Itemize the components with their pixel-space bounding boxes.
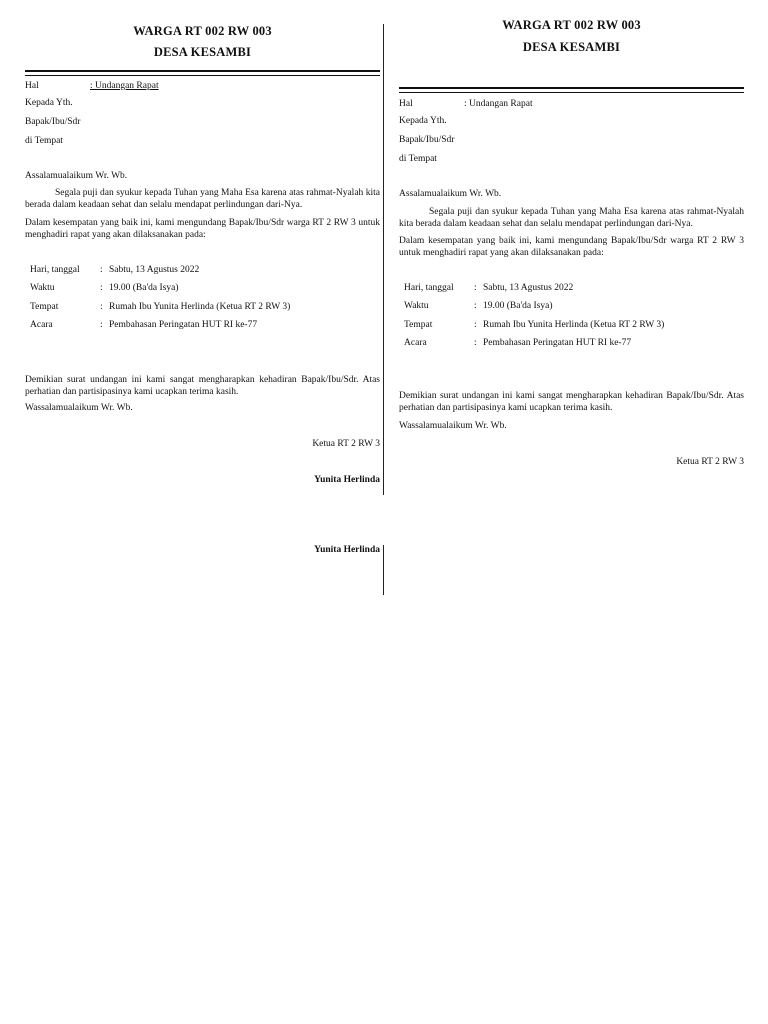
detail-value: Sabtu, 13 Agustus 2022 [483,283,574,293]
opening-paragraph: Segala puji dan syukur kepada Tuhan yang Maha Esa karena atas rahmat-Nyalah kita berada dalam keadaan sehat dan selalu mendapat perlindungan dari-Nya. [25,188,380,210]
header-rule-thin [399,92,744,93]
recipient-line3: di Tempat [399,154,437,164]
detail-colon: : [100,320,103,330]
greeting: Assalamualaikum Wr. Wb. [399,189,502,199]
closing-greeting: Wassalamualaikum Wr. Wb. [25,403,133,413]
detail-value: Rumah Ibu Yunita Herlinda (Ketua RT 2 RW 3) [109,302,291,312]
invitation-paragraph: Dalam kesempatan yang baik ini, kami mengundang Bapak/Ibu/Sdr warga RT 2 RW 3 untuk menghadiri rapat yang akan dilaksanakan pada: [399,236,744,258]
detail-colon: : [474,320,477,330]
detail-value: Pembahasan Peringatan HUT RI ke-77 [483,338,632,348]
recipient-line1: Kepada Yth. [25,98,73,108]
opening-paragraph: Segala puji dan syukur kepada Tuhan yang Maha Esa karena atas rahmat-Nyalah kita berada dalam keadaan sehat dan selalu mendapat perlindungan dari-Nya. [399,207,744,229]
detail-colon: : [474,338,477,348]
signer-name-duplicate: Yunita Herlinda [314,545,380,555]
letter-header-line2: DESA KESAMBI [153,45,252,59]
recipient-line2: Bapak/Ibu/Sdr [399,135,455,145]
detail-key: Acara [404,338,427,348]
recipient-line1: Kepada Yth. [399,116,447,126]
letter-header-line1: WARGA RT 002 RW 003 [502,18,641,32]
signer-title: Ketua RT 2 RW 3 [676,457,744,467]
column-divider-top [383,24,384,495]
closing-paragraph: Demikian surat undangan ini kami sangat mengharapkan kehadiran Bapak/Ibu/Sdr. Atas perhatian dan partisipasinya kami ucapkan terima kasih. [399,391,744,413]
header-rule-thick [399,87,744,89]
header-rule-thick [25,70,380,72]
subject-value: : Undangan Rapat [464,99,533,109]
subject-label: Hal [399,99,413,109]
closing-greeting: Wassalamualaikum Wr. Wb. [399,421,507,431]
closing-paragraph: Demikian surat undangan ini kami sangat mengharapkan kehadiran Bapak/Ibu/Sdr. Atas perhatian dan partisipasinya kami ucapkan terima kasih. [25,375,380,397]
detail-key: Tempat [30,302,59,312]
detail-key: Hari, tanggal [30,265,80,275]
subject-line [25,81,159,93]
header-rule-thin [25,75,380,76]
detail-colon: : [474,301,477,311]
invitation-paragraph: Dalam kesempatan yang baik ini, kami mengundang Bapak/Ibu/Sdr warga RT 2 RW 3 untuk menghadiri rapat yang akan dilaksanakan pada: [25,218,380,240]
detail-key: Hari, tanggal [404,283,454,293]
column-divider-bottom [383,545,384,595]
recipient-line2: Bapak/Ibu/Sdr [25,117,81,127]
subject-line [399,99,533,111]
detail-value: 19.00 (Ba'da Isya) [109,283,179,293]
detail-value: Rumah Ibu Yunita Herlinda (Ketua RT 2 RW 3) [483,320,665,330]
detail-colon: : [100,302,103,312]
detail-value: 19.00 (Ba'da Isya) [483,301,553,311]
subject-value: : Undangan Rapat [90,81,159,91]
detail-value: Sabtu, 13 Agustus 2022 [109,265,200,275]
detail-key: Waktu [30,283,55,293]
signer-title: Ketua RT 2 RW 3 [312,439,380,449]
letter-header-line1: WARGA RT 002 RW 003 [133,24,272,38]
detail-colon: : [474,283,477,293]
greeting: Assalamualaikum Wr. Wb. [25,171,128,181]
detail-colon: : [100,283,103,293]
detail-key: Acara [30,320,53,330]
recipient-line3: di Tempat [25,136,63,146]
letter-header-line2: DESA KESAMBI [522,40,621,54]
detail-value: Pembahasan Peringatan HUT RI ke-77 [109,320,258,330]
signer-name: Yunita Herlinda [314,475,380,485]
detail-colon: : [100,265,103,275]
subject-label: Hal [25,81,39,91]
detail-key: Tempat [404,320,433,330]
detail-key: Waktu [404,301,429,311]
